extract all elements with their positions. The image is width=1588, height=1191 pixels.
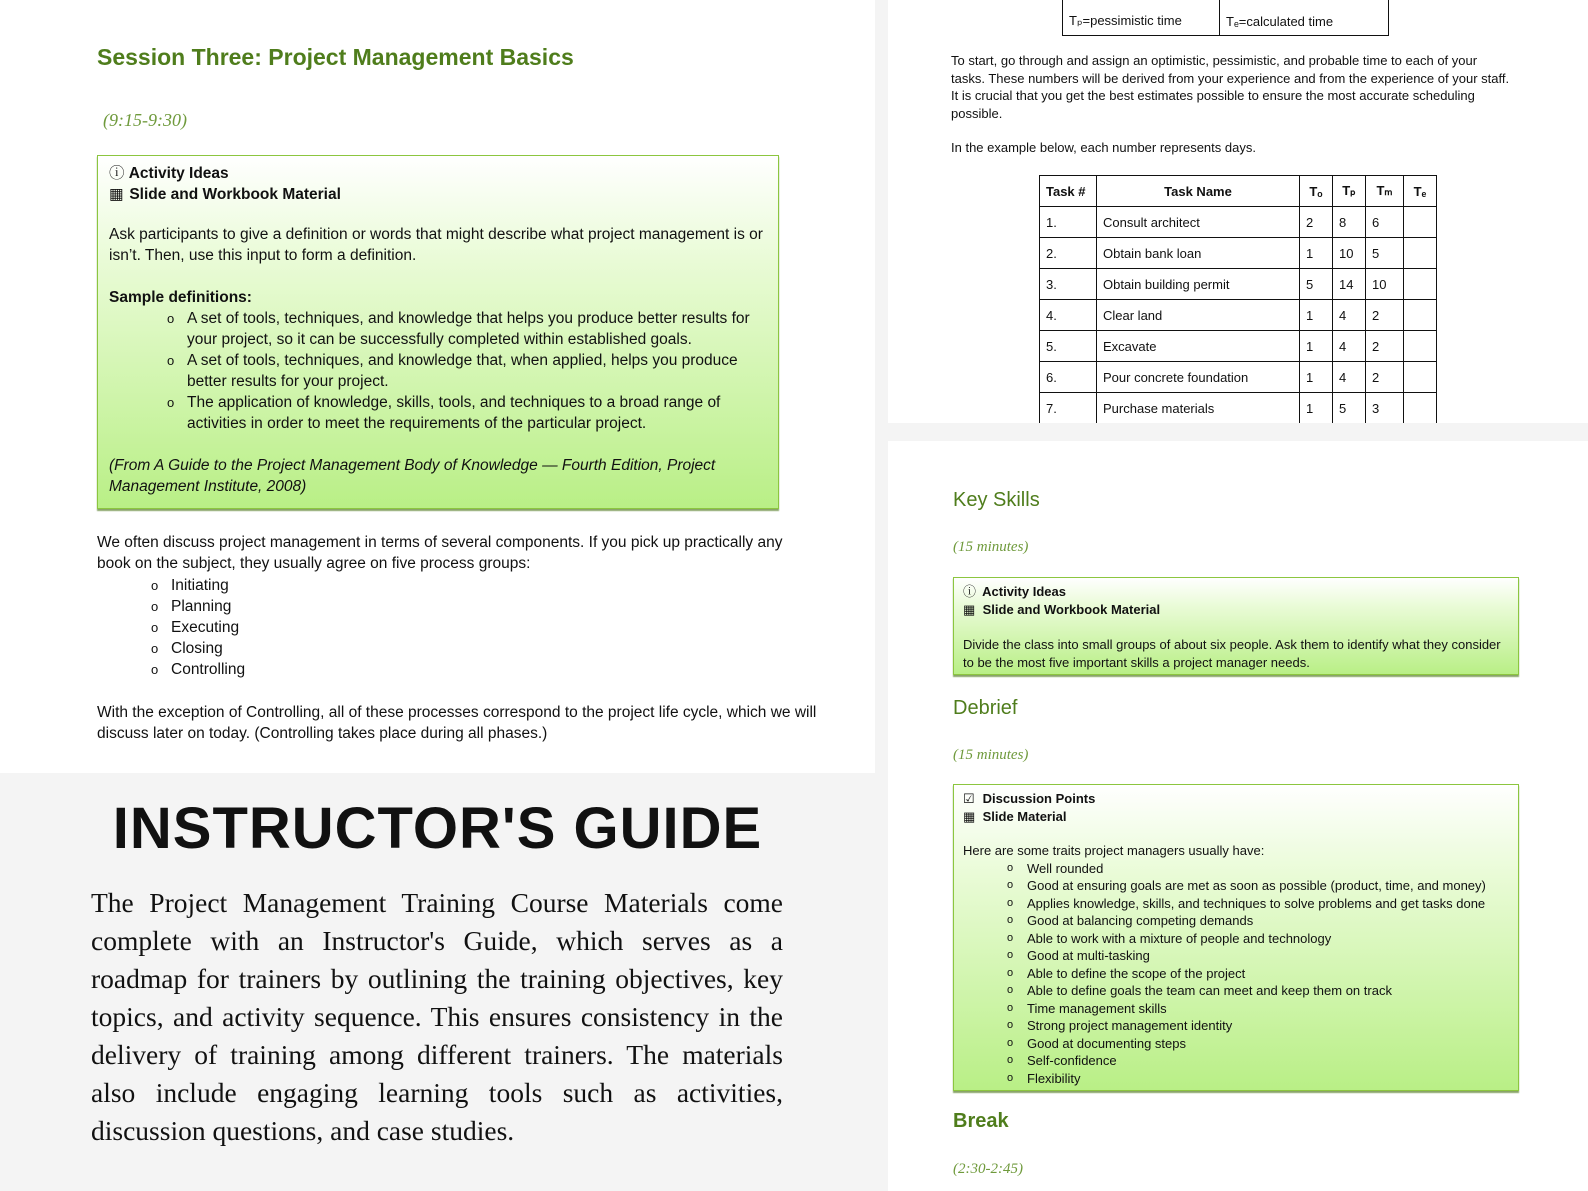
activity-box	[97, 155, 779, 509]
traits-intro: Here are some traits project managers usually have:	[963, 843, 1265, 858]
list-item: o Controlling	[151, 659, 245, 680]
list-item: o Good at multi-tasking	[1007, 947, 1509, 965]
info-icon: ⓘ	[963, 584, 977, 599]
debrief-time: (15 minutes)	[953, 747, 1029, 763]
table-row: 1. Consult architect 2 8 6	[1040, 207, 1437, 238]
activity-ideas-heading: ⓘ Activity Ideas	[109, 165, 229, 182]
list-item: o Self-confidence	[1007, 1052, 1509, 1070]
table-row: 4. Clear land 1 4 2	[1040, 300, 1437, 331]
estimation-paragraph: To start, go through and assign an optimistic, pessimistic, and probable time to each of your tasks. These numbers will be derived from your experience and from the experience of your staff. It is crucial that you get the best estimates possible to ensure the most accurate scheduling possible.	[951, 53, 1510, 121]
list-item: o Able to define the scope of the project	[1007, 965, 1509, 983]
sample-definitions-list	[109, 308, 767, 434]
list-item: o Executing	[151, 617, 245, 638]
list-item: o A set of tools, techniques, and knowledge that helps you produce better results for your project, so it can be successfully completed within established goals.	[167, 308, 767, 350]
table-header-row: Task # Task Name Tₒ Tₚ Tₘ Tₑ	[1040, 176, 1437, 207]
guide-title: INSTRUCTOR'S GUIDE	[112, 796, 763, 861]
table-row: 6. Pour concrete foundation 1 4 2	[1040, 362, 1437, 393]
estimation-page	[888, 0, 1588, 423]
list-item: o Initiating	[151, 575, 245, 596]
list-item: o Well rounded	[1007, 860, 1509, 878]
traits-list	[963, 860, 1509, 1088]
list-item: o Good at ensuring goals are met as soon as possible (product, time, and money)	[1007, 877, 1509, 895]
list-item: o Closing	[151, 638, 245, 659]
slide-icon: ▦	[963, 808, 976, 824]
table-row: 2. Obtain bank loan 1 10 5	[1040, 238, 1437, 269]
slide-icon: ▦	[109, 186, 124, 203]
debrief-title: Debrief	[953, 697, 1018, 719]
slide-icon: ▦	[963, 601, 976, 617]
list-item: o Good at balancing competing demands	[1007, 912, 1509, 930]
list-item: o Applies knowledge, skills, and techniques to solve problems and get tasks done	[1007, 895, 1509, 913]
debrief-discussion-box: ☑ Discussion Points ▦ Slide Material Here are some traits project managers usually have: o Well rounded o Good at ensuring goals are met as soon as possible (product, time, and money) o Applies knowledge, skills, and techniques to solve problems and get tasks done o Good at balancing competing demands o Able to work with a mixture of people and technology o Good at multi-tasking o Able to define the scope of the project o Able to define goals the team can meet and keep them on track o Time management skills o Strong project management identity o Good at documenting steps o Self-confidence o Flexibility	[953, 784, 1519, 1091]
break-title: Break	[953, 1110, 1009, 1132]
time-legend-table	[1062, 0, 1389, 36]
list-item: o The application of knowledge, skills, tools, and techniques to a broad range of activities in order to meet the requirements of the particular project.	[167, 392, 767, 434]
session-three-page	[0, 0, 875, 773]
calculated-legend: Tₑ=calculated time	[1220, 0, 1389, 36]
list-item: o Flexibility	[1007, 1070, 1509, 1088]
session-title: Session Three: Project Management Basics	[97, 44, 574, 70]
info-icon: ⓘ	[109, 165, 125, 182]
estimation-text	[951, 52, 1511, 174]
session-time: (9:15-9:30)	[103, 110, 187, 130]
example-note: In the example below, each number represents days.	[951, 140, 1256, 155]
key-skills-page	[888, 441, 1588, 1191]
key-skills-time: (15 minutes)	[953, 539, 1029, 555]
guide-description: The Project Management Training Course Materials come complete with an Instructor's Guide, which serves as a roadmap for trainers by outlining the training objectives, key topics, and activity sequence. This ensures consistency in the delivery of training among different trainers. The materials also include engaging learning tools such as activities, discussion questions, and case studies.	[91, 887, 783, 1146]
list-item: o Able to work with a mixture of people and technology	[1007, 930, 1509, 948]
list-item: o Time management skills	[1007, 1000, 1509, 1018]
list-item: o Able to define goals the team can meet and keep them on track	[1007, 982, 1509, 1000]
pessimistic-legend: Tₚ=pessimistic time	[1063, 0, 1220, 36]
process-intro: We often discuss project management in terms of several components. If you pick up practically any book on the subject, they usually agree on five process groups:	[97, 534, 783, 572]
table-row: 3. Obtain building permit 5 14 10	[1040, 269, 1437, 300]
sample-definitions-heading: Sample definitions:	[109, 289, 252, 306]
process-groups	[97, 575, 245, 680]
checkbox-icon: ☑	[963, 791, 975, 806]
slide-material-heading: ▦ Slide and Workbook Material	[109, 186, 341, 203]
key-skills-title: Key Skills	[953, 489, 1040, 511]
list-item: o Good at documenting steps	[1007, 1035, 1509, 1053]
process-outro: With the exception of Controlling, all of these processes correspond to the project life cycle, which we will discuss later on today. (Controlling takes place during all phases.)	[97, 704, 817, 742]
list-item: o Planning	[151, 596, 245, 617]
break-time: (2:30-2:45)	[953, 1161, 1023, 1177]
key-skills-text: Divide the class into small groups of about six people. Ask them to identify what they consider to be the most five important skills a project manager needs.	[963, 637, 1501, 670]
task-table	[1039, 175, 1437, 423]
activity-paragraph: Ask participants to give a definition or words that might describe what project management is or isn’t. Then, use this input to form a definition.	[109, 226, 763, 264]
key-skills-activity-box: ⓘ Activity Ideas ▦ Slide and Workbook Material Divide the class into small groups of about six people. Ask them to identify what they consider to be the most five important skills a project manager needs.	[953, 577, 1519, 675]
list-item: o A set of tools, techniques, and knowledge that, when applied, helps you produce better results for your project.	[167, 350, 767, 392]
list-item: o Strong project management identity	[1007, 1017, 1509, 1035]
citation: (From A Guide to the Project Management Body of Knowledge — Fourth Edition, Project Management Institute, 2008)	[109, 457, 716, 495]
table-row: 7. Purchase materials 1 5 3	[1040, 393, 1437, 424]
table-row: 5. Excavate 1 4 2	[1040, 331, 1437, 362]
